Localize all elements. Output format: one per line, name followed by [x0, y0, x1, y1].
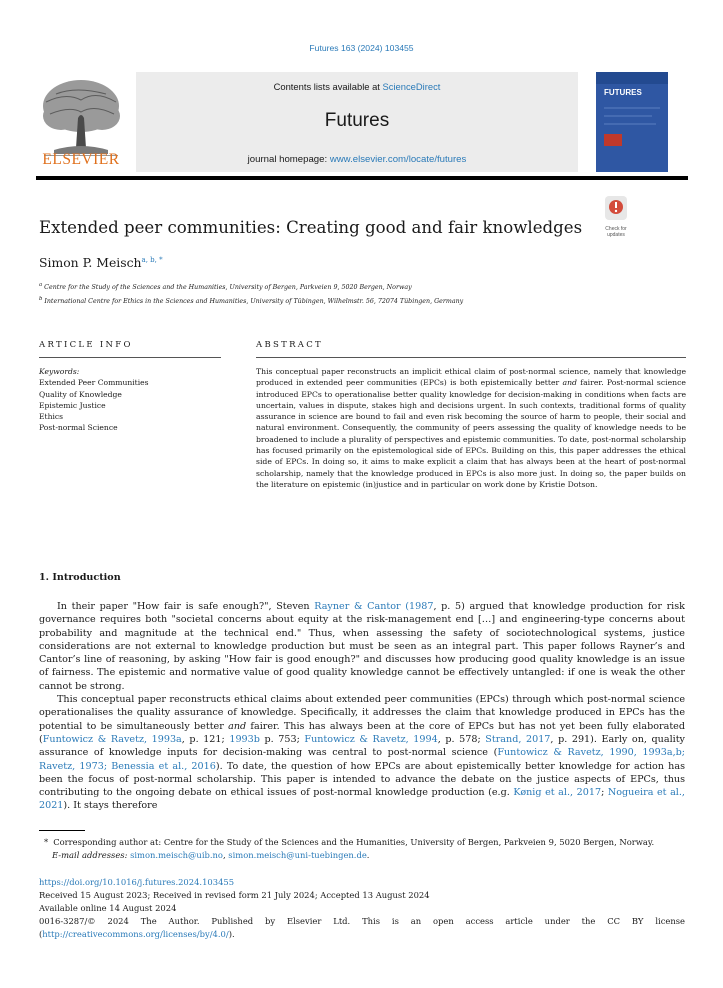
homepage-prefix: journal homepage: — [247, 154, 330, 165]
citation-link[interactable]: Funtowicz & Ravetz, 1990, 1993a,b; Ravetz, 1973; Benessia et al., 2016 — [39, 747, 686, 772]
abstract-part: fairer. Post-normal science introduced EPCs to operationalise better quality knowledge for decision-making in conditions when facts are uncertain, values in dispute, stakes high and decisions urgent. In such contexts, traditional forms of quality assurance in science are bound to fail and even risk becoming the source of harm to people, their social and natural environment. Consequently, the community of peers assessing the quality of knowledge needs to be broadened to include a plurality of perspectives and epistemic communities. To date, post-normal scholarship has focused primarily on the epistemological side of EPCs. Building on this, this paper addresses the ethical side of EPCs. In doing so, it aims to make explicit a claim that has always been at the heart of post-normal scholarship, namely that the knowledge produced in EPCs is also more just. In doing so, the paper builds on the literature on epistemic (in)justice and in particular on work done by Kristie Dotson. — [256, 378, 686, 489]
journal-cover-thumbnail[interactable] — [596, 72, 668, 172]
citation-link[interactable]: Funtowicz & Ravetz, 1994 — [304, 733, 438, 745]
author-affiliation-marks[interactable]: a, b, * — [141, 255, 163, 264]
elsevier-wordmark: ELSEVIER — [42, 151, 120, 168]
paragraph-2 — [39, 693, 685, 813]
check-for-updates-button[interactable] — [596, 196, 636, 238]
text-run: ). It stays therefore — [63, 800, 158, 812]
email-link-tuebingen[interactable]: simon.meisch@uni-tuebingen.de — [228, 850, 367, 860]
affiliation-a-text: Centre for the Study of the Sciences and the Humanities, University of Bergen, Parkveien 9, 5020 Bergen, Norway — [44, 284, 412, 292]
article-info-heading: ARTICLE INFO — [39, 340, 133, 350]
citation-link[interactable]: Strand, 2017 — [485, 733, 551, 745]
elsevier-logo[interactable] — [36, 72, 126, 172]
check-updates-line2: updates — [607, 232, 625, 238]
license-url-line — [39, 928, 685, 941]
abstract-text — [256, 366, 686, 490]
license-link[interactable]: http://creativecommons.org/licenses/by/4.0/ — [42, 928, 229, 939]
journal-banner — [136, 72, 578, 172]
footnote — [40, 836, 686, 862]
footnote-emails — [40, 849, 686, 862]
homepage-line — [136, 154, 578, 165]
affiliation-a-mark: a — [39, 282, 43, 288]
text-run: ). To date, the question of how EPCs are about epistemically better knowledge for action has been the focus of post-normal scholarship. This paper is intended to advance the debate on the justice aspects of EPCs, thus contributing to the ongoing debate on ethical issues of post-normal knowledge production (e.g. — [39, 760, 685, 799]
keyword-item: Post-normal Science — [39, 423, 118, 433]
text-run: fairer. This has always been at the core of EPCs but has not yet been fully elaborated ( — [39, 720, 685, 745]
keyword-item: Ethics — [39, 412, 64, 422]
check-updates-icon — [596, 196, 636, 222]
text-run: p. 753; — [259, 733, 305, 745]
sciencedirect-link[interactable]: ScienceDirect — [382, 81, 441, 92]
homepage-link[interactable]: www.elsevier.com/locate/futures — [329, 154, 467, 165]
text-run: , p. 5) argued that knowledge production for risk governance requires both "societal concerns about equity at the risk-management end […] and engineering-type concerns about probability and magnitude at the technical end." Thus, when assessing the safety of sociotechnological systems, justice considerations are not external to knowledge production but must be seen as an integral part. This paper follows Rayner’s and Cantor’s line of reasoning, by asking "How fair is good enough?" and discusses how producing good quality knowledge is an issue of fairness. The epistemic and normative value of good quality knowledge cannot be effectively untangled: if one is weak the other cannot be strong. — [39, 601, 685, 692]
keywords-block — [39, 366, 149, 434]
journal-title: Futures — [324, 110, 390, 131]
available-online: Available online 14 August 2024 — [39, 902, 177, 913]
affiliation-b-mark: b — [39, 296, 43, 302]
abstract-part: This conceptual paper reconstructs an implicit ethical claim of post-normal science, namely that knowledge produced in extended peer communities (EPCs) is both epistemically better — [256, 367, 686, 388]
cover-pattern-icon — [596, 72, 668, 172]
author-name: Simon P. Meisch — [39, 255, 142, 270]
section-body — [39, 600, 685, 813]
citation-link[interactable]: Nogueira et al., 2021 — [39, 787, 685, 812]
contents-prefix: Contents lists available at — [273, 81, 383, 92]
footnote-corresponding — [40, 836, 686, 849]
footnote-rule — [39, 830, 85, 831]
text-run: In their paper "How fair is safe enough?", Steven — [57, 601, 315, 612]
check-updates-line1: Check for — [605, 226, 627, 232]
text-run: ; — [601, 787, 608, 799]
text-run: , p. 291). Early on, quality assurance of knowledge inputs for decision-making was central to post-normal science ( — [39, 733, 685, 759]
keywords-label: Keywords: — [39, 367, 80, 376]
footnote-mark: * — [44, 837, 49, 847]
email-label: E-mail addresses: — [52, 850, 128, 860]
article-info-rule — [39, 357, 221, 358]
citation-link[interactable]: Kønig et al., 2017 — [513, 787, 602, 799]
keyword-item: Extended Peer Communities — [39, 378, 149, 388]
license-paren-open: ( — [39, 928, 43, 939]
citation-link[interactable]: Funtowicz & Ravetz, 1993a — [42, 733, 182, 745]
text-run: , p. 121; — [181, 733, 230, 745]
email-separator: , — [222, 850, 229, 860]
citation-link[interactable]: 1993b — [229, 733, 260, 745]
affiliation-b-text: International Centre for Ethics in the Sciences and Humanities, University of Tübingen, Wilhelmstr. 56, 72074 Tübingen, Germany — [44, 298, 464, 306]
affiliation-b — [39, 296, 463, 305]
paragraph-1 — [39, 600, 685, 693]
section-heading: 1. Introduction — [39, 572, 121, 583]
author-line — [39, 255, 163, 270]
abstract-emphasis: and — [562, 378, 577, 388]
keyword-item: Epistemic Justice — [39, 400, 106, 410]
citation-link[interactable]: Rayner & Cantor (1987 — [314, 601, 434, 612]
abstract-heading: ABSTRACT — [256, 340, 323, 350]
journal-reference-link[interactable]: Futures 163 (2024) 103455 — [309, 43, 414, 53]
footnote-text: Corresponding author at: Centre for the Study of the Sciences and the Humanities, University of Bergen, Parkveien 9, 5020 Bergen, Norway. — [53, 837, 655, 847]
cover-title: FUTURES — [604, 88, 642, 97]
received-dates: Received 15 August 2023; Received in revised form 21 July 2024; Accepted 13 August 2024 — [39, 889, 430, 900]
text-run: This conceptual paper reconstructs ethical claims about extended peer communities (EPCs) through which post-normal science operationalises the quality assurance of knowledge. Specifically, it addresses the claim that knowledge produced in EPCs has the potential to be simultaneously better — [39, 694, 685, 732]
keyword-item: Quality of Knowledge — [39, 389, 122, 399]
license-text: 0016-3287/© 2024 The Author. Published by Elsevier Ltd. This is an open access article under the CC BY license — [39, 915, 685, 926]
doi-link[interactable]: https://doi.org/10.1016/j.futures.2024.103455 — [39, 877, 235, 887]
email-end: . — [366, 850, 370, 860]
text-run: , p. 578; — [437, 733, 486, 745]
contents-line — [136, 81, 578, 92]
text-emphasis: and — [228, 720, 247, 732]
license-paren-close: ). — [228, 928, 235, 939]
affiliation-a — [39, 282, 412, 291]
article-title: Extended peer communities: Creating good and fair knowledges — [39, 218, 583, 237]
header-rule — [36, 176, 688, 180]
email-link-uib[interactable]: simon.meisch@uib.no — [130, 850, 223, 860]
article-metadata — [39, 876, 685, 941]
abstract-rule — [256, 357, 686, 358]
